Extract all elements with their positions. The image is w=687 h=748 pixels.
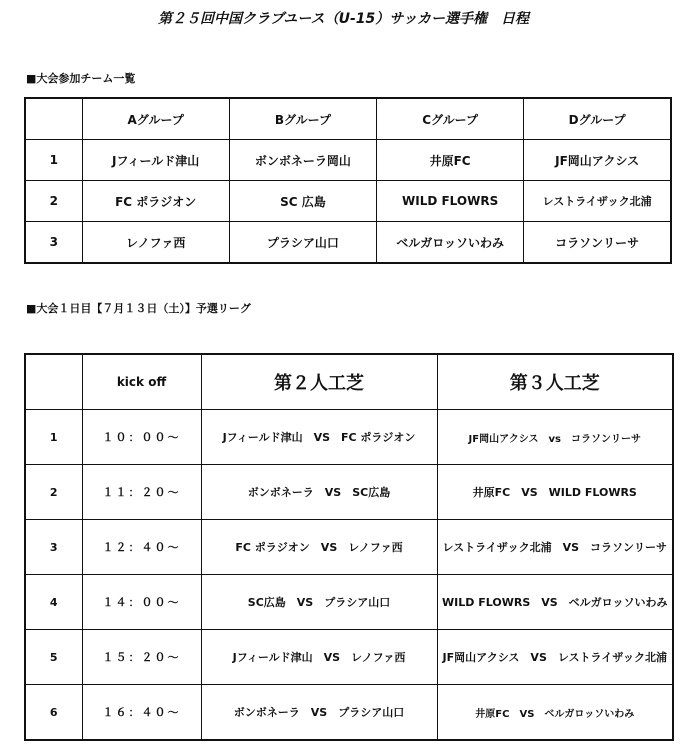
table-row <box>25 181 671 222</box>
field3-match: 井原FC VS WILD FLOWRS <box>437 465 673 520</box>
field2-match: FC ポラジオン VS レノファ西 <box>201 520 437 575</box>
team-cell: コラソンリーサ <box>524 222 671 264</box>
field3-match: WILD FLOWRS VS ベルガロッソいわみ <box>437 575 673 630</box>
row-number: 2 <box>25 181 82 222</box>
match-number: 5 <box>25 630 82 685</box>
match-number: 1 <box>25 410 82 465</box>
team-cell: JF岡山アクシス <box>524 140 671 181</box>
team-cell: ベルガロッソいわみ <box>377 222 524 264</box>
kickoff-header: kick off <box>82 354 201 410</box>
kickoff-time: １２：４０～ <box>82 520 201 575</box>
row-number: 1 <box>25 140 82 181</box>
team-cell: プラシア山口 <box>229 222 376 264</box>
team-cell: 井原FC <box>377 140 524 181</box>
field2-match: Jフィールド津山 VS FC ポラジオン <box>201 410 437 465</box>
team-cell: レストライザック北浦 <box>524 181 671 222</box>
kickoff-time: １５：２０～ <box>82 630 201 685</box>
team-cell: WILD FLOWRS <box>377 181 524 222</box>
match-number: 4 <box>25 575 82 630</box>
kickoff-time: １４：００～ <box>82 575 201 630</box>
team-cell: レノファ西 <box>82 222 229 264</box>
match-number: 3 <box>25 520 82 575</box>
row-number: 3 <box>25 222 82 264</box>
groups-table <box>24 97 672 264</box>
schedule-table <box>24 353 674 741</box>
table-row <box>25 520 673 575</box>
schedule-header-blank <box>25 354 82 410</box>
match-number: 2 <box>25 465 82 520</box>
field3-match: JF岡山アクシス VS レストライザック北浦 <box>437 630 673 685</box>
group-d-header: Dグループ <box>524 98 671 140</box>
field3-header: 第３人工芝 <box>437 354 673 410</box>
field2-match: ボンボネーラ VS プラシア山口 <box>201 685 437 741</box>
kickoff-time: １１：２０～ <box>82 465 201 520</box>
team-cell: FC ポラジオン <box>82 181 229 222</box>
table-row <box>25 630 673 685</box>
group-b-header: Bグループ <box>229 98 376 140</box>
table-row <box>25 140 671 181</box>
table-row <box>25 685 673 741</box>
groups-heading: ■大会参加チーム一覧 <box>26 72 136 85</box>
field3-match: レストライザック北浦 VS コラソンリーサ <box>437 520 673 575</box>
field2-match: Jフィールド津山 VS レノファ西 <box>201 630 437 685</box>
match-number: 6 <box>25 685 82 741</box>
field2-match: SC広島 VS プラシア山口 <box>201 575 437 630</box>
table-row <box>25 465 673 520</box>
field3-match: JF岡山アクシス vs コラソンリーサ <box>437 410 673 465</box>
table-row <box>25 222 671 264</box>
group-c-header: Cグループ <box>377 98 524 140</box>
field2-match: ボンボネーラ VS SC広島 <box>201 465 437 520</box>
groups-header-blank <box>25 98 82 140</box>
schedule-heading: ■大会１日目【７月１３日（土）】予選リーグ <box>26 302 251 315</box>
team-cell: SC 広島 <box>229 181 376 222</box>
document-title: 第２５回中国クラブユース（U-15）サッカー選手権 日程 <box>158 11 529 27</box>
groups-header-row <box>25 98 671 140</box>
table-row <box>25 575 673 630</box>
group-a-header: Aグループ <box>82 98 229 140</box>
kickoff-time: １６：４０～ <box>82 685 201 741</box>
table-row <box>25 410 673 465</box>
kickoff-time: １０：００～ <box>82 410 201 465</box>
field3-match: 井原FC VS ベルガロッソいわみ <box>437 685 673 741</box>
field2-header: 第２人工芝 <box>201 354 437 410</box>
team-cell: ボンボネーラ岡山 <box>229 140 376 181</box>
schedule-header-row <box>25 354 673 410</box>
team-cell: Jフィールド津山 <box>82 140 229 181</box>
